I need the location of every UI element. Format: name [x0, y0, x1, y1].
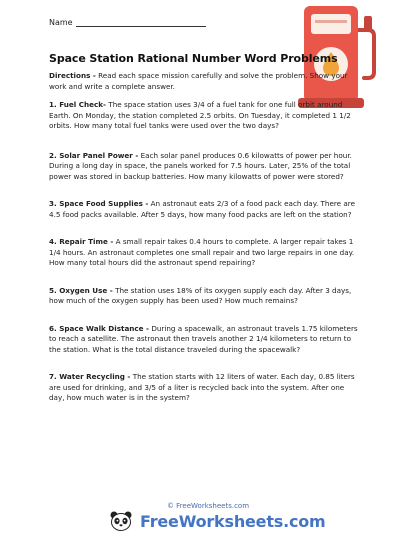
worksheet-content — [49, 71, 361, 404]
problem-3 — [49, 199, 361, 220]
problem-label: 7. Water Recycling - — [49, 372, 131, 381]
name-line — [76, 18, 206, 27]
name-field-row — [49, 18, 206, 27]
problem-2 — [49, 151, 361, 183]
footer-brand[interactable] — [110, 511, 326, 531]
problem-label: 5. Oxygen Use - — [49, 285, 113, 295]
brand-name: FreeWorksheets.com — [140, 511, 326, 531]
problem-text: The space station uses 3/4 of a fuel tank for one full orbit around Earth. On Monday, the station completed 2.5 orbits. On Tuesday, it completed 1 1/2 orbits. How many total fuel tanks were used over the two days? — [49, 100, 351, 130]
problem-7 — [49, 372, 361, 404]
footer-copyright-link[interactable]: © FreeWorksheets.com — [166, 502, 250, 510]
problem-text: During a spacewalk, an astronaut travels 1.75 kilometers to reach a satellite. The astronaut then travels another 2 1/4 kilometers to return to the station. What is the total distance traveled during the spacewalk? — [49, 323, 358, 354]
problem-label: 1. Fuel Check- — [49, 100, 107, 109]
worksheet-title: Space Station Rational Number Word Problems — [49, 52, 338, 65]
directions-text: Read each space mission carefully and solve the problem. Show your work and write a complete answer. — [49, 71, 348, 91]
problem-1 — [49, 100, 361, 132]
problem-text: The station uses 18% of its oxygen supply each day. After 3 days, how much of the oxygen supply has been used? How much remains? — [49, 285, 352, 305]
panda-icon — [110, 511, 132, 531]
name-label: Name — [49, 18, 73, 27]
problem-text: The station starts with 12 liters of water. Each day, 0.85 liters are used for drinking, and 3/5 of a liter is recycled back into the system. After one day, how much water is in the system? — [49, 372, 355, 402]
problem-label: 4. Repair Time - — [49, 237, 114, 246]
problem-text: A small repair takes 0.4 hours to complete. A larger repair takes 1 1/4 hours. An astronaut completes one small repair and two large repairs in one day. How many total hours did the astronaut spend repairing? — [49, 237, 355, 267]
problem-6 — [49, 324, 361, 356]
problem-label: 6. Space Walk Distance - — [49, 323, 150, 333]
directions-label: Directions - — [49, 71, 96, 80]
directions — [49, 71, 361, 92]
problem-label: 2. Solar Panel Power - — [49, 150, 139, 160]
problem-4 — [49, 237, 361, 269]
problem-label: 3. Space Food Supplies - — [49, 199, 149, 208]
problem-text: Each solar panel produces 0.6 kilowatts of power per hour. During a long day in space, the panels worked for 7.5 hours. Later, 25% of the total power was stored in backup batteries. How many kilowatts of power were stored? — [49, 150, 352, 181]
problem-text: An astronaut eats 2/3 of a food pack each day. There are 4.5 food packs available. After 5 days, how many food packs are left on the station? — [49, 199, 356, 219]
problem-5 — [49, 286, 361, 307]
